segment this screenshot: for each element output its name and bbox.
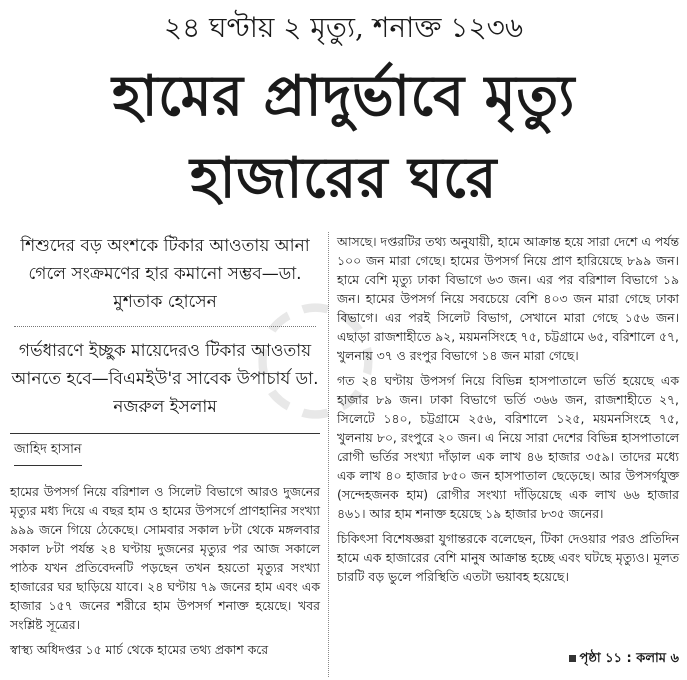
- deck-quote-1: শিশুদের বড় অংশকে টিকার আওতায় আনা গেলে সংক্রমণের হার কমানো সম্ভব—ডা. মুশতাক হোসেন: [20, 236, 310, 312]
- headline-line-2: হাজারের ঘরে: [189, 146, 497, 211]
- square-bullet-icon: [569, 655, 576, 662]
- right-paragraph-2: গত ২৪ ঘণ্টায় উপসর্গ নিয়ে বিভিন্ন হাসপাতালে ভর্তি হয়েছে এক হাজার ৮৯ জন। ঢাকা বিভাগে ভর্তি ৩৬৬ জন, রাজশাহীতে ২৭, সিলেটে ১৪০, চট্টগ্রামে ২৫৬, বরিশালে ১২৫, ময়মনসিংহে ৭৫, খুলনায় ৮০, রংপুরে ২০ জন। এ নিয়ে সারা দেশের বিভিন্ন হাসপাতালে রোগী ভর্তির সংখ্যা দাঁড়াল এক লাখ ৪৬ হাজার ৩৫৯। তাদের মধ্যে এক লাখ ৪০ হাজার ৮৫০ জন হাসপাতাল ছেড়েছে। আর উপসর্গযুক্ত (সন্দেহজনক হাম) রোগীর সংখ্যা দাঁড়িয়েছে এক লাখ ৬৬ হাজার ৪৬১। আর হাম শনাক্ত হয়েছে ১৯ হাজার ৮৩৫ জনের।: [337, 373, 679, 521]
- left-paragraph-1: হামের উপসর্গ নিয়ে বরিশাল ও সিলেট বিভাগে আরও দুজনের মৃত্যুর মধ্য দিয়ে এ বছর হাম ও হামের উপসর্গে প্রাণহানির সংখ্যা ৯৯৯ জনে গিয়ে ঠেকেছে। সোমবার সকাল ৮টা থেকে মঙ্গলবার সকাল ৮টা পর্যন্ত ২৪ ঘণ্টায় দুজনের মৃত্যুর পর আজ সকালে পাঠক যখন প্রতিবেদনটি পড়ছেন তখন হয়তো মৃত্যুর সংখ্যা হাজারের ঘর ছাড়িয়ে যাবে। ২৪ ঘণ্টায় ৭৯ জনের হাম এবং এক হাজার ১৫৭ জনের শরীরে হাম উপসর্গ শনাক্ত হয়েছে। খবর সংশ্লিষ্ট সূত্রের।: [10, 484, 320, 632]
- continuation-note: [569, 649, 679, 670]
- column-divider: [328, 232, 329, 677]
- deck-separator: [14, 326, 316, 327]
- kicker: ২৪ ঘণ্টায় ২ মৃত্যু, শনাক্ত ১২৩৬: [163, 11, 524, 44]
- left-column: [10, 228, 320, 659]
- deck-quote-2: গর্ভধারণে ইচ্ছুক মায়েদেরও টিকার আওতায় আনতে হবে—বিএমইউ'র সাবেক উপাচার্য ডা. নজরুল ইসলাম: [11, 341, 319, 417]
- right-column: [337, 232, 679, 586]
- right-paragraph-3: চিকিৎসা বিশেষজ্ঞরা যুগান্তরকে বলেছেন, টিকা দেওয়ার পরও প্রতিদিন হামে এক হাজারের বেশি মানুষ আক্রান্ত হচ্ছে এবং ঘটছে মৃত্যুও। মূলত চারটি বড় ভুলে পরিস্থিতি এতটা ভয়াবহ হয়েছে।: [337, 531, 679, 584]
- headline-line-1: হামের প্রাদুর্ভাবে মৃত্যু: [112, 64, 575, 129]
- watermark: ◌: [250, 262, 381, 436]
- continuation-label: পৃষ্ঠা ১১ : কলাম ৬: [579, 651, 679, 666]
- right-paragraph-1: আসছে। দপ্তরটির তথ্য অনুযায়ী, হামে আক্রান্ত হয়ে সারা দেশে এ পর্যন্ত ১০০ জন মারা গেছে। হামের উপসর্গ নিয়ে প্রাণ হারিয়েছে ৮৯৯ জন। হামে বেশি মৃত্যু ঢাকা বিভাগে ৬৩ জন। এর পর বরিশাল বিভাগে ১৯ জন। হামের উপসর্গ নিয়ে সবচেয়ে বেশি ৪০৩ জন মারা গেছে ঢাকা বিভাগে। এর পরই সিলেট বিভাগ, সেখানে মারা গেছে ১৫৬ জন। এছাড়া রাজশাহীতে ৯২, ময়মনসিংহে ৭৫, চট্টগ্রামে ৬৫, বরিশালে ৫৭, খুলনায় ৩৭ ও রংপুর বিভাগে ১৪ জন মারা গেছে।: [337, 234, 679, 363]
- left-paragraph-2: স্বাস্থ্য অধিদপ্তর ১৫ মার্চ থেকে হামের তথ্য প্রকাশ করে: [10, 642, 269, 657]
- byline-rule: [10, 433, 320, 434]
- byline: জাহিদ হাসান: [14, 440, 82, 466]
